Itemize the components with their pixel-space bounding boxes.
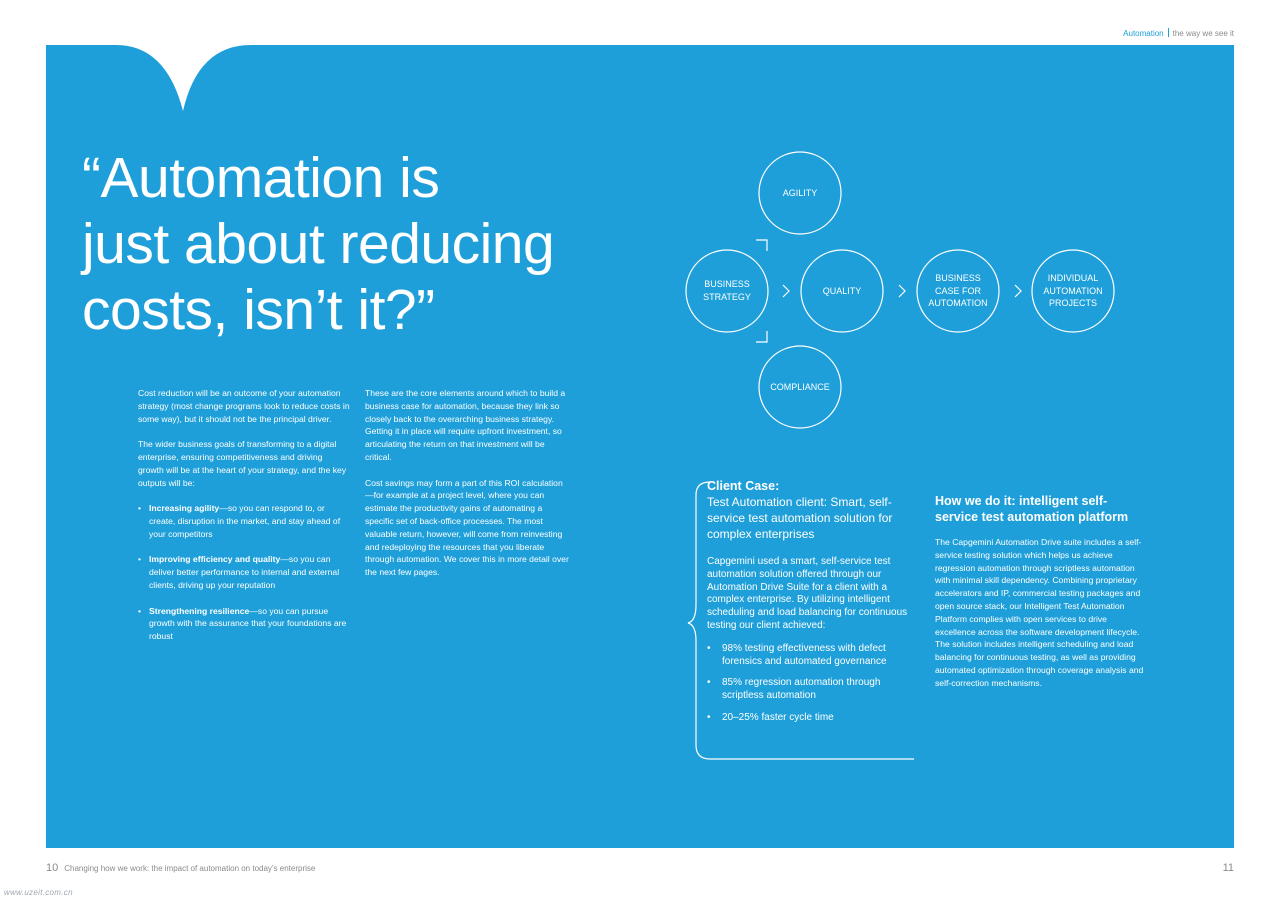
list-item: • 98% testing effectiveness with defect forensics and automated governance xyxy=(707,643,917,669)
label-line: AUTOMATION xyxy=(928,298,988,309)
quote-line: costs, isn’t it?” xyxy=(82,278,435,342)
page-number-left: 10 xyxy=(46,862,59,874)
quote-line: just about reducing xyxy=(82,212,555,276)
bullet-bold: Improving efficiency and quality xyxy=(149,554,281,565)
column1-para1: Cost reduction will be an outcome of your automation strategy (most change programs look to reduce costs in some way), but it should not be the principal driver. xyxy=(138,388,350,424)
column2-para1: These are the core elements around which to build a business case for automation, because they link so closely back to the overarching business strategy. Getting it in place will require upfront investment, so articulating the return on that investment will be critical. xyxy=(365,388,566,462)
column2-para2: Cost savings may form a part of this ROI calculation—for example at a project level, where you can estimate the productivity gains of automating a specific set of back-office processes. The most valuable return, however, will come from reinvesting and redeploying the resources that you liberate through automation. We cover this in more detail over the next few pages. xyxy=(365,477,569,578)
how-we-do-it-body: The Capgemini Automation Drive suite includes a self-service testing solution which helps us achieve regression automation through scriptless automation with minimal skill dependency. Combining proprietary accelerators and IP, commercial testing packages and open source stack, our Intelligent Test Automation Platform complies with open services to drive excellence across the software development lifecycle. The solution includes intelligent scheduling and load balancing for continuous testing, as well as providing automated optimization through coverage analysis and self-correction mechanisms. xyxy=(935,537,1144,688)
bullet-text: —so you can deliver better performance to internal and external clients, driving up your reputation xyxy=(149,554,340,590)
bracket-corner xyxy=(756,331,767,342)
how-we-do-it-box xyxy=(935,493,1145,690)
label-line: STRATEGY xyxy=(703,291,751,302)
individual-projects-label xyxy=(1033,272,1113,310)
header-tagline: the way we see it xyxy=(1172,29,1234,38)
strategy-diagram xyxy=(46,45,1234,848)
label-line: AUTOMATION xyxy=(1043,285,1103,296)
arrow-chevron xyxy=(783,285,789,297)
client-case-subtitle: Test Automation client: Smart, self-service test automation solution for complex enterprises xyxy=(707,495,893,541)
client-case-title: Client Case: xyxy=(707,479,780,493)
arrow-chevron xyxy=(899,285,905,297)
client-case-body: Capgemini used a smart, self-service test automation solution offered through our Automation Drive Suite for a client with a complex enterprise. By utilizing intelligent scheduling and load balancing for continuous testing our client achieved: xyxy=(707,556,908,631)
label-line: INDIVIDUAL xyxy=(1047,273,1099,283)
bracket-corner xyxy=(756,240,767,251)
watermark: www.uzeit.com.cn xyxy=(4,888,73,897)
client-case-box xyxy=(707,479,917,734)
client-case-results-list xyxy=(707,643,917,725)
how-we-do-it-title: How we do it: intelligent self-service test automation platform xyxy=(935,494,1129,524)
page-number-right: 11 xyxy=(1222,862,1234,874)
blue-content-panel xyxy=(46,45,1234,848)
compliance-label: COMPLIANCE xyxy=(770,382,830,392)
label-line: PROJECTS xyxy=(1048,298,1097,309)
footer-title: Changing how we work: the impact of automation on today’s enterprise xyxy=(64,864,316,873)
header-divider xyxy=(1168,28,1169,37)
list-item: • 85% regression automation through scriptless automation xyxy=(707,677,917,703)
bullet-text: —so you can respond to, or create, disruption in the market, and stay ahead of your competitors xyxy=(149,503,341,539)
agility-label: AGILITY xyxy=(782,188,818,198)
bullet-bold: Strengthening resilience xyxy=(149,605,250,616)
running-header xyxy=(1123,28,1234,38)
header-brand: Automation xyxy=(1123,29,1164,38)
business-strategy-label xyxy=(687,278,767,303)
quality-label: QUALITY xyxy=(822,286,862,296)
label-line: CASE FOR xyxy=(934,285,981,296)
label-line: BUSINESS xyxy=(704,279,750,289)
bullet-bold: Increasing agility xyxy=(149,503,220,514)
bullet-text: —so you can pursue growth with the assurance that your foundations are robust xyxy=(149,605,347,642)
business-case-label xyxy=(918,272,998,310)
footer-left xyxy=(46,862,315,874)
quote-line: “Automation is xyxy=(82,146,440,210)
column1-para2: The wider business goals of transforming to a digital enterprise, ensuring competitiveness and driving growth will be at the heart of your strategy, and the key outputs will be: xyxy=(138,439,347,488)
arrow-chevron xyxy=(1015,285,1021,297)
list-item: • 20–25% faster cycle time xyxy=(707,712,917,725)
label-line: BUSINESS xyxy=(935,273,981,283)
